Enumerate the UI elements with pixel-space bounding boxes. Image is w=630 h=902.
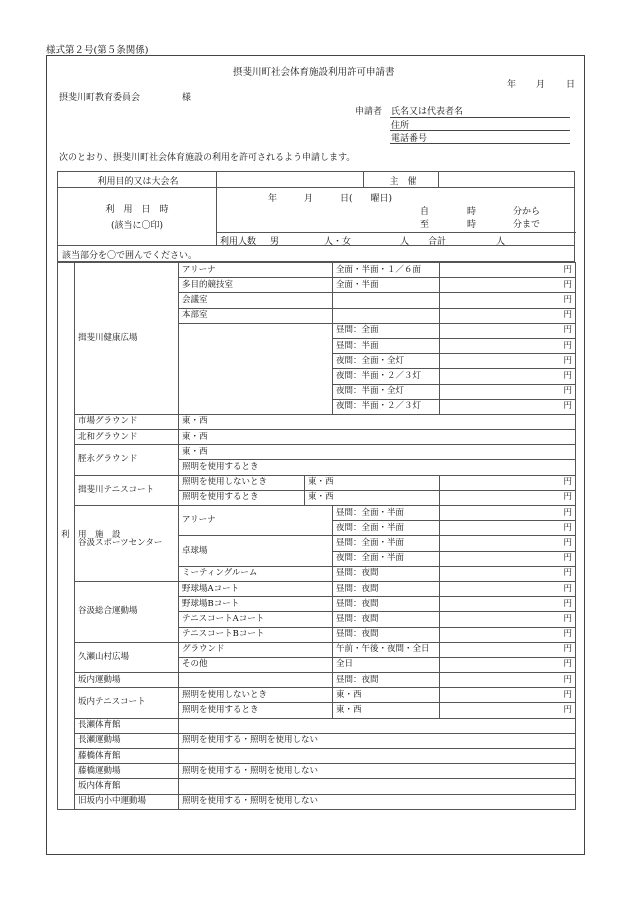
facility-sub: テニスコートBコート [179,627,333,642]
fee-cell[interactable]: 円 [440,566,576,581]
facility-sub [179,718,576,733]
dates-note: (該当に〇印) [110,221,164,231]
addressee: 摂斐川町教育委員会 [59,93,141,103]
to-hour[interactable]: 時 [467,220,477,230]
table-row [58,475,576,490]
facility-option[interactable]: 全日 [333,657,440,672]
date-day[interactable]: 日 [566,80,576,90]
table-row [58,263,576,278]
facility-option[interactable] [333,293,440,308]
dates-label: 利 用 日 時 [105,205,169,215]
facility-sub: その他 [179,657,333,672]
date-year[interactable]: 年 [507,80,517,90]
total-unit[interactable]: 人 [496,237,506,247]
male-label[interactable]: 男 [270,237,280,247]
table-row [58,794,576,809]
purpose-label: 利用目的又は大会名 [97,177,179,187]
honorific: 様 [182,93,192,103]
facility-name: 揖斐川健康広場 [75,263,179,415]
facility-sub: 野球場Aコート [179,581,333,596]
facility-name: 脛永グラウンド [75,445,179,475]
category-label: 利 用 施 設 [58,263,75,810]
facility-name: 藤橋体育館 [75,749,179,764]
facility-sub: アリーナ [179,506,333,536]
facility-sub: アリーナ [179,263,333,278]
facility-sub: 照明を使用するとき [179,490,305,505]
facility-sub: 照明を使用しないとき [179,688,333,703]
from-min[interactable]: 分から [513,207,541,217]
facility-name: 坂内運動場 [75,673,179,688]
fee-cell[interactable]: 円 [440,490,576,505]
fee-cell[interactable]: 円 [440,293,576,308]
table-row [58,506,576,521]
facility-option[interactable]: 東・西 [305,475,440,490]
fee-cell[interactable]: 円 [440,521,576,536]
facility-table [57,262,576,810]
request-header [57,171,575,246]
fee-cell[interactable]: 円 [440,338,576,353]
instruction-row [57,246,575,262]
applicant-phone-field[interactable] [390,143,570,144]
table-row [58,642,576,657]
fee-cell[interactable]: 円 [440,399,576,414]
facility-option[interactable]: 夜間：半面・全灯 [333,384,440,399]
facility-name: 市場グラウンド [75,414,179,429]
table-row [58,749,576,764]
facility-sub: 東・西 [179,414,576,429]
fee-cell[interactable]: 円 [440,475,576,490]
table-row [58,414,576,429]
facility-name: 長瀬運動場 [75,733,179,748]
facility-option[interactable]: 夜間：全面・半面 [333,551,440,566]
fee-cell[interactable]: 円 [440,384,576,399]
fee-cell[interactable]: 円 [440,536,576,551]
fee-cell[interactable]: 円 [440,308,576,323]
facility-sub: 会議室 [179,293,333,308]
facility-sub: 照明を使用する・照明を使用しない [179,764,576,779]
to-min[interactable]: 分まで [513,220,541,230]
facility-option[interactable]: 昼間：半面 [333,338,440,353]
applicant-address-label: 住所 [391,121,410,131]
applicant-phone-label: 電話番号 [391,134,428,144]
applicant-label: 申請者 [355,107,383,117]
facility-sub: 東・西 [179,430,576,445]
fee-cell[interactable]: 円 [440,354,576,369]
fee-cell[interactable]: 円 [440,642,576,657]
facility-sub [179,779,576,794]
table-row [58,779,576,794]
female-label[interactable]: 人・女 [324,237,352,247]
table-row [58,718,576,733]
facility-name: 谷汲総合運動場 [75,581,179,642]
facility-sub: 多目的競技室 [179,278,333,293]
to-label: 至 [420,220,430,230]
facility-sub: グラウンド [179,642,333,657]
facility-sub: テニスコートAコート [179,612,333,627]
facility-option[interactable] [333,308,440,323]
count-label: 利用人数 [220,237,257,247]
table-row [58,733,576,748]
facility-name: 長瀬体育館 [75,718,179,733]
fee-cell[interactable]: 円 [440,627,576,642]
fee-cell[interactable]: 円 [440,323,576,338]
fee-cell[interactable]: 円 [440,612,576,627]
facility-name: 揖斐川テニスコート [75,475,179,505]
facility-sub: 照明を使用する・照明を使用しない [179,733,576,748]
facility-name: 谷汲スポーツセンター [75,506,179,582]
facility-option[interactable]: 昼間：夜間 [333,566,440,581]
facility-option[interactable]: 夜間：半面・２／３灯 [333,369,440,384]
form-number: 様式第２号(第５条関係) [46,45,149,56]
fee-cell[interactable]: 円 [440,673,576,688]
table-row [58,764,576,779]
applicant-name-label: 氏名又は代表者名 [391,107,464,117]
intro-text: 次のとおり、摂斐川町社会体育施設の利用を許可されるよう申請します。 [59,153,356,163]
female-unit: 人 [400,237,410,247]
fee-cell[interactable]: 円 [440,506,576,521]
fee-cell[interactable]: 円 [440,657,576,672]
facility-sub: 野球場Bコート [179,597,333,612]
facility-sub: 照明を使用するとき [179,703,333,718]
facility-sub: 東・西 [179,445,576,460]
date-month[interactable]: 月 [536,80,546,90]
form-title: 摂斐川町社会体育施設利用許可申請書 [233,67,395,78]
sponsor-label: 主 催 [389,177,417,187]
facility-option[interactable]: 昼間：夜間 [333,673,440,688]
fee-cell[interactable]: 円 [440,688,576,703]
facility-name: 北和グラウンド [75,430,179,445]
facility-option[interactable]: 昼間：全面・半面 [333,536,440,551]
facility-name: 坂内体育館 [75,779,179,794]
facility-name: 坂内テニスコート [75,688,179,718]
facility-sub: 照明を使用しないとき [179,475,305,490]
fee-cell[interactable]: 円 [440,278,576,293]
facility-option[interactable]: 全面・半面・１／６面 [333,263,440,278]
sponsor-field[interactable] [442,173,572,185]
table-row [58,688,576,703]
fee-cell[interactable]: 円 [440,703,576,718]
facility-option[interactable]: 全面・半面 [333,278,440,293]
date-line[interactable]: 年 月 日( 曜日) [268,194,393,204]
facility-option[interactable]: 東・西 [333,703,440,718]
table-row [58,445,576,460]
facility-option[interactable]: 昼間：全面・半面 [333,506,440,521]
total-label: 合計 [428,237,447,247]
facility-option[interactable]: 昼間：全面 [333,323,440,338]
facility-sub: 本部室 [179,308,333,323]
facility-sub: ミーティングルーム [179,566,333,581]
table-row [58,581,576,596]
facility-option[interactable]: 東・西 [333,688,440,703]
instruction-text: 該当部分を〇で囲んでください。 [62,251,198,261]
fee-cell[interactable]: 円 [440,551,576,566]
facility-option[interactable]: 午前・午後・夜間・全日 [333,642,440,657]
facility-name: 久瀬山村広場 [75,642,179,672]
facility-name: 藤橋運動場 [75,764,179,779]
facility-option[interactable]: 昼間：夜間 [333,581,440,596]
facility-sub: 照明を使用するとき [179,460,576,475]
facility-option[interactable]: 昼間：夜間 [333,597,440,612]
from-label: 自 [420,207,430,217]
facility-option[interactable]: 昼間：夜間 [333,612,440,627]
facility-sub [179,673,333,688]
facility-sub: 卓球場 [179,536,333,566]
from-hour[interactable]: 時 [467,207,477,217]
facility-option[interactable]: 夜間：全面・全灯 [333,354,440,369]
facility-option[interactable]: 東・西 [305,490,440,505]
table-row [58,430,576,445]
facility-sub: 照明を使用する・照明を使用しない [179,794,576,809]
table-row [58,673,576,688]
facility-option[interactable]: 夜間：半面・２／３灯 [333,399,440,414]
facility-option[interactable]: 夜間：全面・半面 [333,521,440,536]
facility-option[interactable]: 昼間：夜間 [333,627,440,642]
fee-cell[interactable]: 円 [440,597,576,612]
fee-cell[interactable]: 円 [440,263,576,278]
purpose-field[interactable] [220,173,358,185]
fee-cell[interactable]: 円 [440,369,576,384]
facility-sub [179,323,333,414]
facility-sub [179,749,576,764]
fee-cell[interactable]: 円 [440,581,576,596]
facility-name: 旧坂内小中運動場 [75,794,179,809]
applicant-name-field[interactable] [390,117,570,118]
